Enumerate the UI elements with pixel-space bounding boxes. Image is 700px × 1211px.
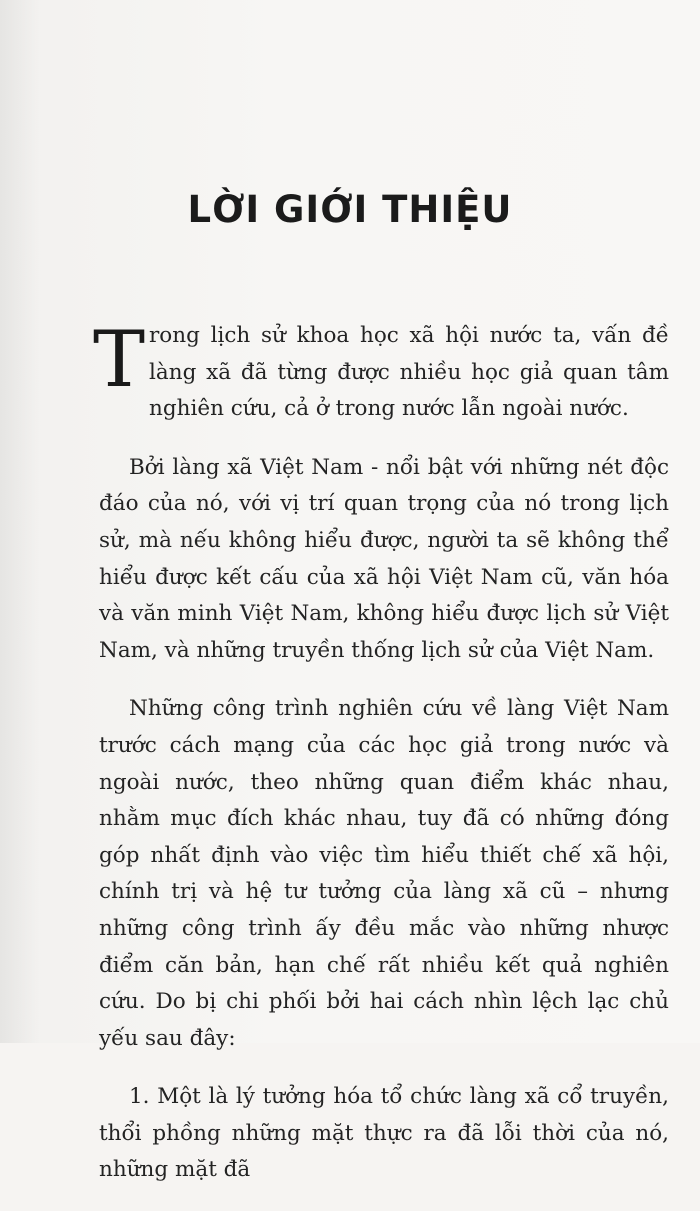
paragraph-4: 1. Một là lý tưởng hóa tổ chức làng xã cổ truyền, thổi phồng những mặt thực ra đã lỗi thời của nó, những mặt đã <box>99 1084 669 1183</box>
paragraph-1 <box>93 315 669 428</box>
body-text <box>93 315 669 1211</box>
drop-cap: T <box>93 315 146 405</box>
gutter-shadow <box>0 0 40 1043</box>
paragraph-1-text: rong lịch sử khoa học xã hội nước ta, vấn đề làng xã đã từng được nhiều học giả quan tâm nghiên cứu, cả ở trong nước lẫn ngoài nước. <box>149 323 669 422</box>
page-title: LỜI GIỚI THIỆU <box>187 188 513 231</box>
paragraph-2: Bởi làng xã Việt Nam - nổi bật với những nét độc đáo của nó, với vị trí quan trọng của nó trong lịch sử, mà nếu không hiểu được, người ta sẽ không thể hiểu được kết cấu của xã hội Việt Nam cũ, văn hóa và văn minh Việt Nam, không hiểu được lịch sử Việt Nam, và những truyền thống lịch sử của Việt Nam. <box>99 454 669 663</box>
paragraph-3: Những công trình nghiên cứu về làng Việt Nam trước cách mạng của các học giả trong nước và ngoài nước, theo những quan điểm khác nhau, nhằm mục đích khác nhau, tuy đã có những đóng góp nhất định vào việc tìm hiểu thiết chế xã hội, chính trị và hệ tư tưởng của làng xã cũ – nhưng những công trình ấy đều mắc vào những nhược điểm căn bản, hạn chế rất nhiều kết quả nghiên cứu. Do bị chi phối bởi hai cách nhìn lệch lạc chủ yếu sau đây: <box>99 696 669 1051</box>
